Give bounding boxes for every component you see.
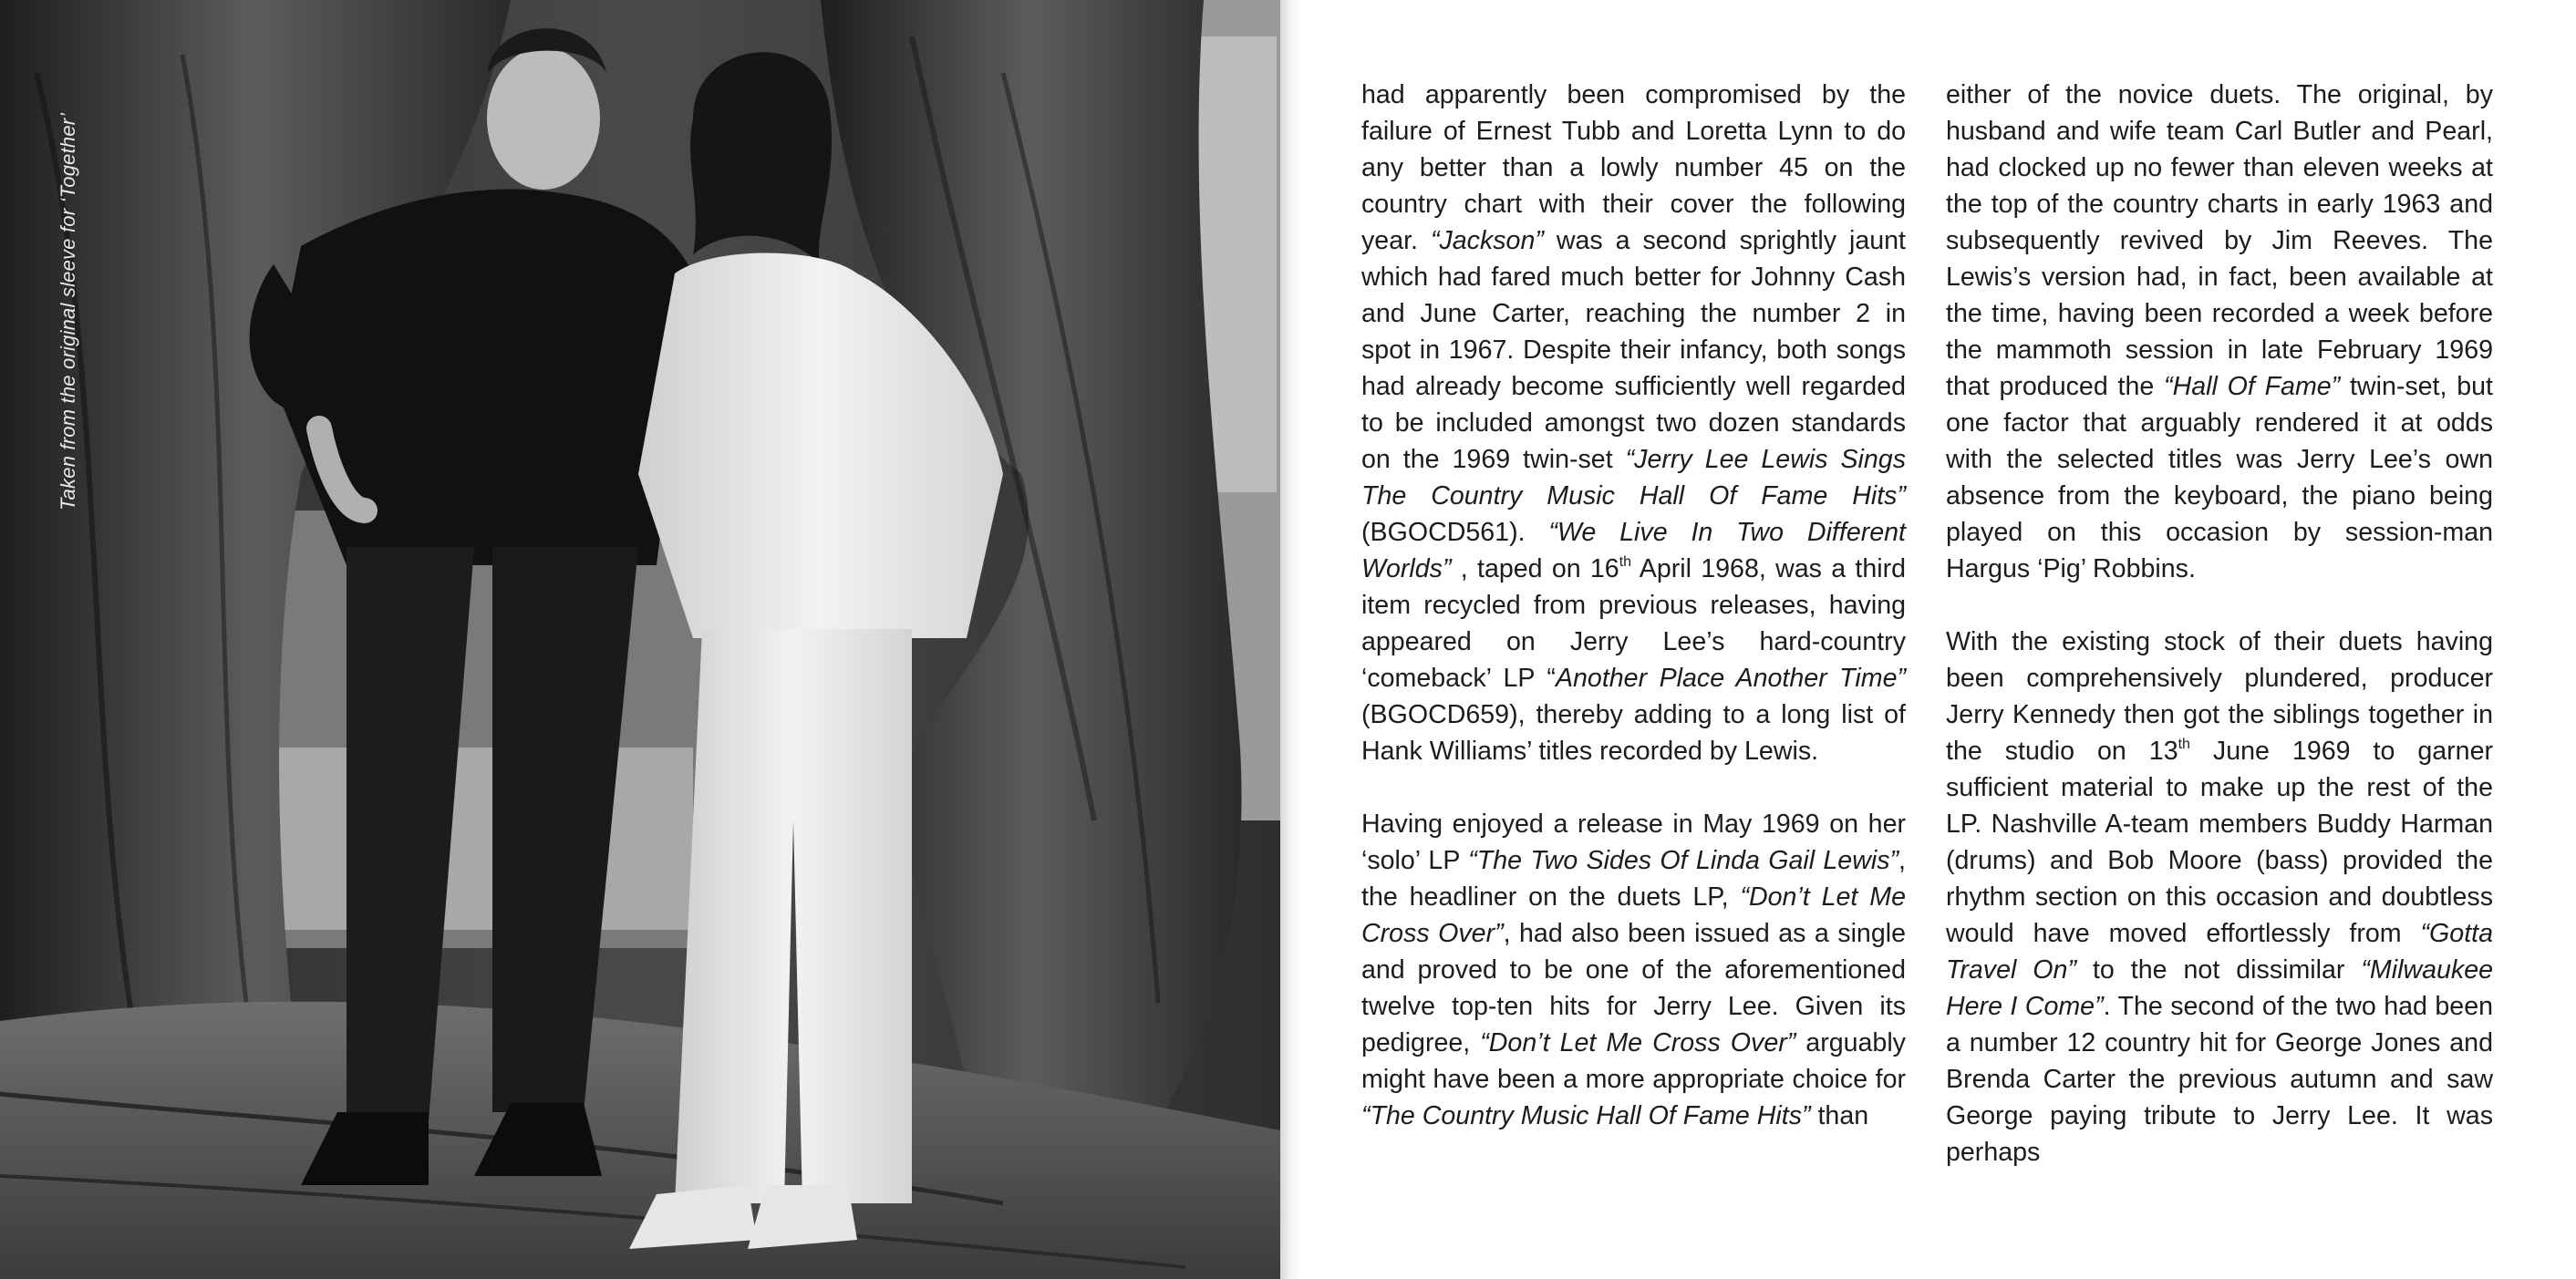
paragraph (1946, 77, 2493, 587)
text-run: was a second sprightly jaunt which had fared much better for Johnny Cash and June Carter, reaching the number 2 in spot in 1967. Despite their infancy, both songs had already become sufficiently well regarded to be included amongst two dozen standards on the 1969 twin-set (1361, 226, 1907, 474)
text-run: arguably might have been a more appropriate choice for (1361, 1028, 1906, 1094)
italic-title: “Jackson” (1430, 226, 1544, 255)
italic-title: “The Two Sides Of Linda Gail Lewis” (1468, 846, 1899, 875)
italic-title: “Don’t Let Me Cross Over” (1480, 1028, 1796, 1057)
photo-page (0, 0, 1280, 1279)
italic-title: “Milwaukee Here I Come” (1946, 955, 2494, 1021)
paragraph (1946, 624, 2493, 1171)
text-run: (BGOCD659), thereby adding to a long list of Hank Williams’ titles recorded by Lewis. (1361, 700, 1906, 766)
italic-title: “The Country Music Hall Of Fame Hits” (1361, 1101, 1811, 1130)
duo-photograph (0, 0, 1280, 1279)
page-gutter (1280, 0, 1302, 1279)
text-run: June 1969 to garner sufficient material to make up the rest of the LP. Nashville A-team members Buddy Harman (drums) and Bob Moore (bass) provided the rhythm section on this occasion and doubtless would have moved effortlessly from (1946, 737, 2493, 948)
ordinal-suffix: th (1619, 554, 1632, 570)
italic-title: “We Live In Two Different Worlds” (1361, 518, 1906, 583)
italic-title: “Jerry Lee Lewis Sings The Country Music Hall Of Fame Hits” (1361, 445, 1907, 511)
text-column-left (1361, 77, 1906, 1134)
text-run: . The second of the two had been a number 12 country hit for George Jones and Brenda Carter the previous autumn and saw George paying tribute to Jerry Lee. It was perhaps (1946, 992, 2494, 1167)
text-page (1302, 0, 2576, 1279)
text-run: , taped on 16 (1451, 554, 1619, 583)
text-run: April 1968, was a third item recycled from previous releases, having appeared on Jerry Lee’s hard-country ‘comeback’ LP “ (1361, 554, 1906, 693)
text-run: Having enjoyed a release in May 1969 on her ‘solo’ LP (1361, 810, 1906, 875)
text-run: (BGOCD561). (1361, 518, 1549, 547)
paragraph (1361, 77, 1906, 769)
text-run: With the existing stock of their duets having been comprehensively plundered, producer Jerry Kennedy then got the siblings together in the studio on 13 (1946, 627, 2493, 766)
text-run: to the not dissimilar (2075, 955, 2362, 985)
ordinal-suffix: th (2178, 737, 2190, 752)
text-run: than (1810, 1101, 1869, 1130)
text-run: either of the novice duets. The original, by husband and wife team Carl Butler and Pearl, had clocked up no fewer than eleven weeks at the top of the country charts in early 1963 and subsequently revived by Jim Reeves. The Lewis’s version had, in fact, been available at the time, having been recorded a week before the mammoth session in late February 1969 that produced the (1946, 80, 2493, 401)
text-run: had apparently been compromised by the failure of Ernest Tubb and Loretta Lynn to do any better than a lowly number 45 on the country chart with their cover the following year. (1361, 80, 1906, 255)
italic-title: Another Place Another Time” (1555, 664, 1906, 693)
text-column-right (1946, 77, 2493, 1171)
italic-title: “Don’t Let Me Cross Over” (1361, 882, 1906, 948)
text-run: , the headliner on the duets LP, (1361, 846, 1906, 912)
text-run: , had also been issued as a single and proved to be one of the aforementioned twelve top-ten hits for Jerry Lee. Given its pedigree, (1361, 919, 1906, 1057)
italic-title: “Gotta Travel On” (1946, 919, 2493, 985)
photo-caption: Taken from the original sleeve for ‘Together’ (57, 112, 79, 511)
paragraph (1361, 806, 1906, 1134)
text-run: twin-set, but one factor that arguably rendered it at odds with the selected titles was Jerry Lee’s own absence from the keyboard, the piano being played on this occasion by session-man Hargus ‘Pig’ Robbins. (1946, 372, 2493, 583)
italic-title: “Hall Of Fame” (2164, 372, 2341, 401)
